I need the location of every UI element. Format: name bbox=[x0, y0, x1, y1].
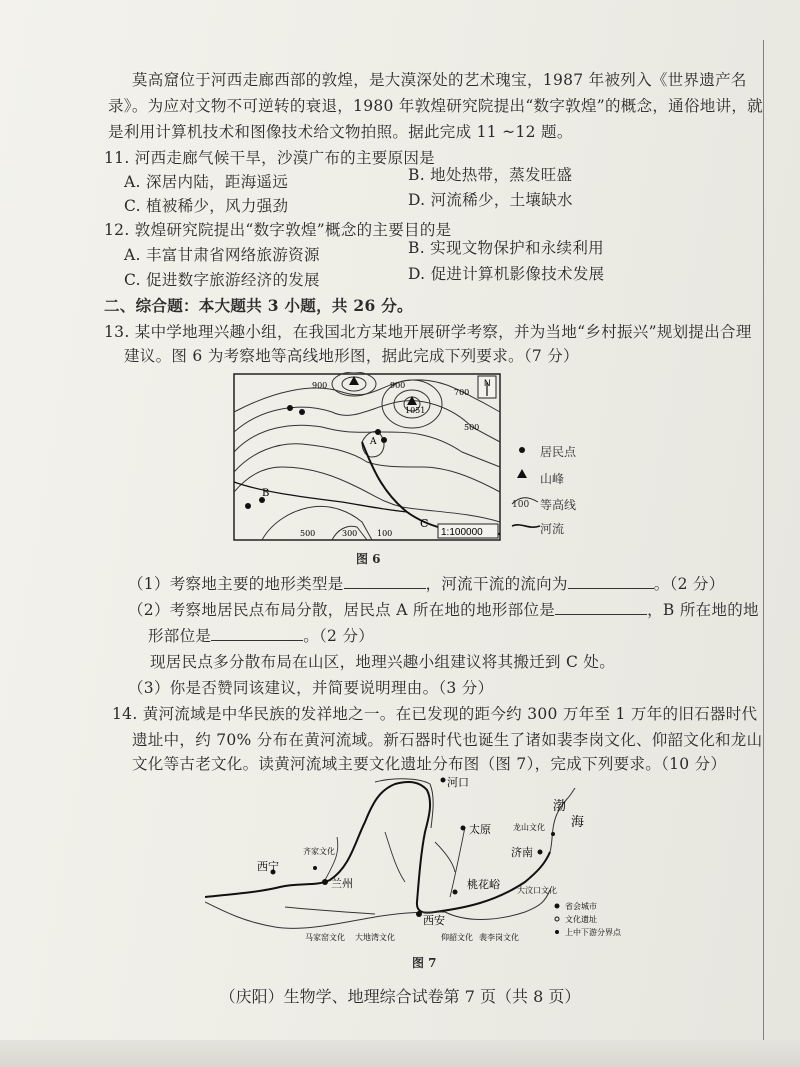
settlement-legend-icon bbox=[519, 447, 525, 453]
q11-option-b: B. 地处热带，蒸发旺盛 bbox=[408, 166, 573, 184]
q11-stem: 11. 河西走廊气候干旱，沙漠广布的主要原因是 bbox=[104, 149, 435, 167]
peak-legend-icon bbox=[517, 469, 527, 478]
site-legend-icon bbox=[555, 917, 559, 921]
q11-option-c: C. 植被稀少，风力强劲 bbox=[124, 197, 289, 215]
label-xian: 西安 bbox=[423, 914, 445, 927]
q13-part-2-text-b: ，B 所在地的地 bbox=[647, 601, 759, 619]
q13-part-1 bbox=[128, 574, 725, 594]
label-lanzhou: 兰州 bbox=[331, 877, 353, 890]
answer-blank[interactable] bbox=[568, 574, 654, 589]
label-dawenkou: 大汶口文化 bbox=[517, 886, 557, 895]
contour-label: 700 bbox=[454, 388, 470, 397]
intro-line-3: 是利用计算机技术和图像技术给文物拍照。据此完成 11 ~12 题。 bbox=[108, 123, 573, 141]
yellow-river-main bbox=[205, 782, 550, 913]
capital-city-icon bbox=[416, 911, 422, 917]
main-river bbox=[362, 442, 500, 534]
contour-label: 100 bbox=[377, 529, 393, 538]
q13-part-2-continued bbox=[148, 626, 374, 646]
capital-legend-icon bbox=[555, 904, 560, 909]
q12-stem: 12. 敦煌研究院提出“数字敦煌”概念的主要目的是 bbox=[104, 221, 452, 239]
legend-peak: 山峰 bbox=[540, 472, 565, 486]
figure-7-caption: 图 7 bbox=[412, 956, 437, 970]
contour-label: 900 bbox=[312, 381, 328, 390]
settlement-dot bbox=[381, 437, 387, 443]
q13-part-2-text-d: 。（2 分） bbox=[303, 627, 375, 645]
city-dot bbox=[538, 850, 543, 855]
q11-option-a: A. 深居内陆，距海遥远 bbox=[124, 173, 289, 191]
legend-site: 文化遗址 bbox=[565, 915, 597, 924]
capital-city-icon bbox=[322, 879, 328, 885]
label-hekou: 河口 bbox=[447, 776, 469, 789]
map-frame bbox=[234, 374, 500, 540]
boundary-legend-icon bbox=[555, 930, 559, 934]
answer-blank[interactable] bbox=[555, 600, 647, 615]
city-dot bbox=[461, 826, 466, 831]
q11-option-d: D. 河流稀少，土壤缺水 bbox=[408, 191, 573, 209]
contour-label: 900 bbox=[390, 381, 406, 390]
settlement-dot bbox=[375, 429, 381, 435]
contour-label: 500 bbox=[464, 423, 480, 432]
scale-label: 1:100000 bbox=[441, 527, 483, 538]
basin-boundary bbox=[375, 779, 433, 828]
label-taohuayu: 桃花峪 bbox=[467, 878, 500, 891]
legend-capital: 省会城市 bbox=[565, 902, 597, 911]
legend-settlement: 居民点 bbox=[540, 445, 577, 459]
label-taiyuan: 太原 bbox=[469, 823, 491, 836]
section-2-header: 二、综合题：本大题共 3 小题，共 26 分。 bbox=[104, 296, 413, 315]
label-majiayao: 马家窑文化 bbox=[305, 933, 345, 942]
q13-part-3: （3）你是否赞同该建议，并简要说明理由。（3 分） bbox=[128, 679, 494, 697]
site-dot bbox=[551, 832, 555, 836]
q13-line-2: 建议。图 6 为考察地等高线地形图，据此完成下列要求。（7 分） bbox=[124, 347, 579, 365]
basin-boundary-south bbox=[205, 902, 445, 928]
settlement-dot bbox=[299, 409, 305, 415]
page-footer: （庆阳）生物学、地理综合试卷第 7 页（共 8 页） bbox=[219, 987, 581, 1006]
label-yangshao: 仰韶文化 bbox=[441, 933, 473, 942]
q13-part-2-text-a: （2）考察地居民点布局分散，居民点 A 所在地的地形部位是 bbox=[128, 601, 556, 619]
river-legend-icon bbox=[512, 525, 540, 527]
boundary-point-icon bbox=[453, 890, 458, 895]
peak-elevation-label: 1051 bbox=[405, 406, 426, 415]
tributaries bbox=[285, 827, 465, 914]
page-fold-line bbox=[763, 40, 764, 1040]
figure-6-contour-map bbox=[232, 372, 502, 542]
q12-option-c: C. 促进数字旅游经济的发展 bbox=[124, 271, 320, 289]
q12-option-b: B. 实现文物保护和永续利用 bbox=[408, 239, 604, 257]
label-xining: 西宁 bbox=[257, 860, 279, 873]
label-peiligang: 裴李岗文化 bbox=[479, 933, 519, 942]
q12-option-d: D. 促进计算机影像技术发展 bbox=[408, 265, 605, 283]
q13-part-1-text-a: （1）考察地主要的地形类型是 bbox=[128, 575, 344, 593]
legend-contour: 等高线 bbox=[540, 498, 577, 512]
figure-6-legend-symbols bbox=[508, 442, 542, 542]
label-dadiwan: 大地湾文化 bbox=[355, 933, 395, 942]
q14-line-3: 文化等古老文化。读黄河流域主要文化遗址分布图（图 7），完成下列要求。（10 分） bbox=[132, 755, 727, 773]
intro-line-1: 莫高窟位于河西走廊西部的敦煌，是大漠深处的艺术瑰宝，1987 年被列入《世界遗产名 bbox=[132, 71, 747, 89]
point-a-label: A bbox=[370, 437, 377, 447]
q13-note: 现居民点多分散布局在山区，地理兴趣小组建议将其搬迁到 C 处。 bbox=[150, 653, 616, 671]
q14-line-2: 遗址中，约 70% 分布在黄河流域。新石器时代也诞生了诸如裴李岗文化、仰韶文化和龙山 bbox=[132, 731, 763, 749]
contour-label: 300 bbox=[342, 529, 358, 538]
figure-6-caption: 图 6 bbox=[356, 552, 381, 566]
legend-contour-value: 100 bbox=[512, 500, 530, 510]
label-longshan: 龙山文化 bbox=[513, 823, 545, 832]
tributary-river bbox=[234, 482, 407, 512]
q13-line-1: 13. 某中学地理兴趣小组，在我国北方某地开展研学考察，并为当地“乡村振兴”规划提出合理 bbox=[104, 323, 752, 341]
settlement-dot bbox=[287, 405, 293, 411]
label-jinan: 济南 bbox=[511, 846, 533, 859]
figure-7-yellow-river-map bbox=[205, 772, 625, 952]
q13-part-1-text-c: 。（2 分） bbox=[653, 575, 725, 593]
point-b-label: B bbox=[262, 488, 270, 499]
q13-part-1-text-b: ，河流干流的流向为 bbox=[425, 575, 568, 593]
page-bottom-shadow bbox=[0, 1040, 800, 1067]
q12-option-a: A. 丰富甘肃省网络旅游资源 bbox=[124, 246, 320, 264]
label-qijia: 齐家文化 bbox=[303, 847, 335, 856]
city-dot bbox=[441, 778, 446, 783]
north-label: N bbox=[484, 378, 491, 388]
legend-river: 河流 bbox=[540, 522, 565, 536]
site-dot bbox=[313, 866, 317, 870]
settlement-dot bbox=[245, 503, 251, 509]
answer-blank[interactable] bbox=[211, 626, 303, 641]
point-c-label: C bbox=[420, 517, 429, 530]
legend-boundary: 上中下游分界点 bbox=[565, 928, 621, 937]
label-bohai-1: 渤 bbox=[553, 799, 567, 814]
intro-line-2: 录》。为应对文物不可逆转的衰退，1980 年敦煌研究院提出“数字敦煌”的概念，通俗地讲，就 bbox=[108, 97, 763, 115]
answer-blank[interactable] bbox=[344, 574, 426, 589]
q13-part-2-text-c: 形部位是 bbox=[148, 627, 212, 645]
contour-label: 500 bbox=[300, 529, 316, 538]
label-bohai-2: 海 bbox=[571, 815, 585, 830]
q14-line-1: 14. 黄河流域是中华民族的发祥地之一。在已发现的距今约 300 万年至 1 万年的旧石器时代 bbox=[112, 705, 758, 723]
q13-part-2 bbox=[128, 600, 759, 620]
